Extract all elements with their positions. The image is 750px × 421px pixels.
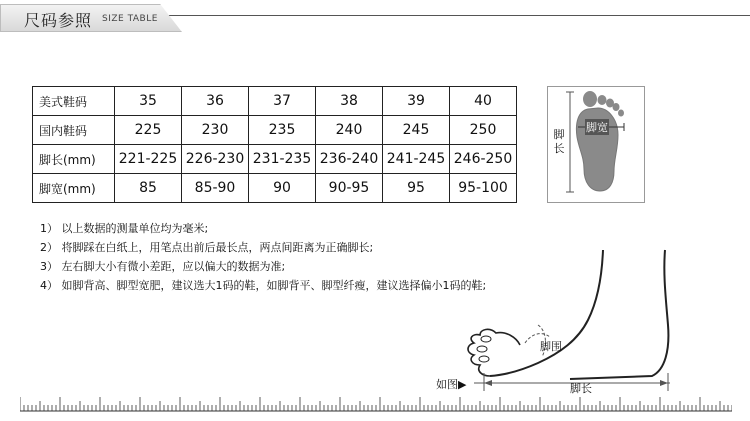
foot-outline-illustration bbox=[420, 245, 750, 395]
illustration-length-label: 脚长 bbox=[570, 382, 592, 395]
row-label: 脚宽(mm) bbox=[33, 174, 115, 203]
table-cell: 38 bbox=[316, 87, 383, 116]
table-cell: 95-100 bbox=[450, 174, 517, 203]
table-cell: 250 bbox=[450, 116, 517, 145]
header-subtitle: SIZE TABLE bbox=[102, 14, 158, 24]
section-header bbox=[0, 0, 750, 34]
table-cell: 231-235 bbox=[249, 145, 316, 174]
table-cell: 230 bbox=[182, 116, 249, 145]
table-cell: 225 bbox=[115, 116, 182, 145]
table-cell: 40 bbox=[450, 87, 517, 116]
table-cell: 90 bbox=[249, 174, 316, 203]
foot-girth-label: 脚围 bbox=[540, 340, 562, 353]
table-cell: 36 bbox=[182, 87, 249, 116]
table-cell: 245 bbox=[383, 116, 450, 145]
foot-width-label: 脚宽 bbox=[586, 121, 608, 134]
table-cell: 35 bbox=[115, 87, 182, 116]
table-row bbox=[33, 87, 517, 116]
table-cell: 235 bbox=[249, 116, 316, 145]
ruler bbox=[20, 396, 732, 412]
table-row bbox=[33, 145, 517, 174]
table-cell: 37 bbox=[249, 87, 316, 116]
table-row bbox=[33, 174, 517, 203]
table-cell: 39 bbox=[383, 87, 450, 116]
table-cell: 85 bbox=[115, 174, 182, 203]
table-cell: 221-225 bbox=[115, 145, 182, 174]
table-cell: 90-95 bbox=[316, 174, 383, 203]
table-cell: 95 bbox=[383, 174, 450, 203]
table-cell: 246-250 bbox=[450, 145, 517, 174]
note-item: 2） 将脚踩在白纸上，用笔点出前后最长点，两点间距离为正确脚长; bbox=[40, 241, 374, 254]
size-table bbox=[32, 86, 517, 203]
row-label: 国内鞋码 bbox=[33, 116, 115, 145]
row-label: 脚长(mm) bbox=[33, 145, 115, 174]
row-label: 美式鞋码 bbox=[33, 87, 115, 116]
header-title: 尺码参照 bbox=[24, 11, 93, 30]
foot-length-label: 脚长 bbox=[553, 128, 565, 155]
note-item: 4） 如脚背高、脚型宽肥，建议选大1码的鞋，如脚背平、脚型纤瘦，建议选择偏小1码的鞋; bbox=[40, 279, 487, 292]
as-shown-label: 如图▶ bbox=[436, 378, 467, 391]
note-item: 3） 左右脚大小有微小差距，应以偏大的数据为准; bbox=[40, 260, 286, 273]
table-cell: 85-90 bbox=[182, 174, 249, 203]
table-cell: 241-245 bbox=[383, 145, 450, 174]
table-cell: 236-240 bbox=[316, 145, 383, 174]
table-cell: 240 bbox=[316, 116, 383, 145]
table-cell: 226-230 bbox=[182, 145, 249, 174]
table-row bbox=[33, 116, 517, 145]
note-item: 1） 以上数据的测量单位均为毫米; bbox=[40, 222, 209, 235]
